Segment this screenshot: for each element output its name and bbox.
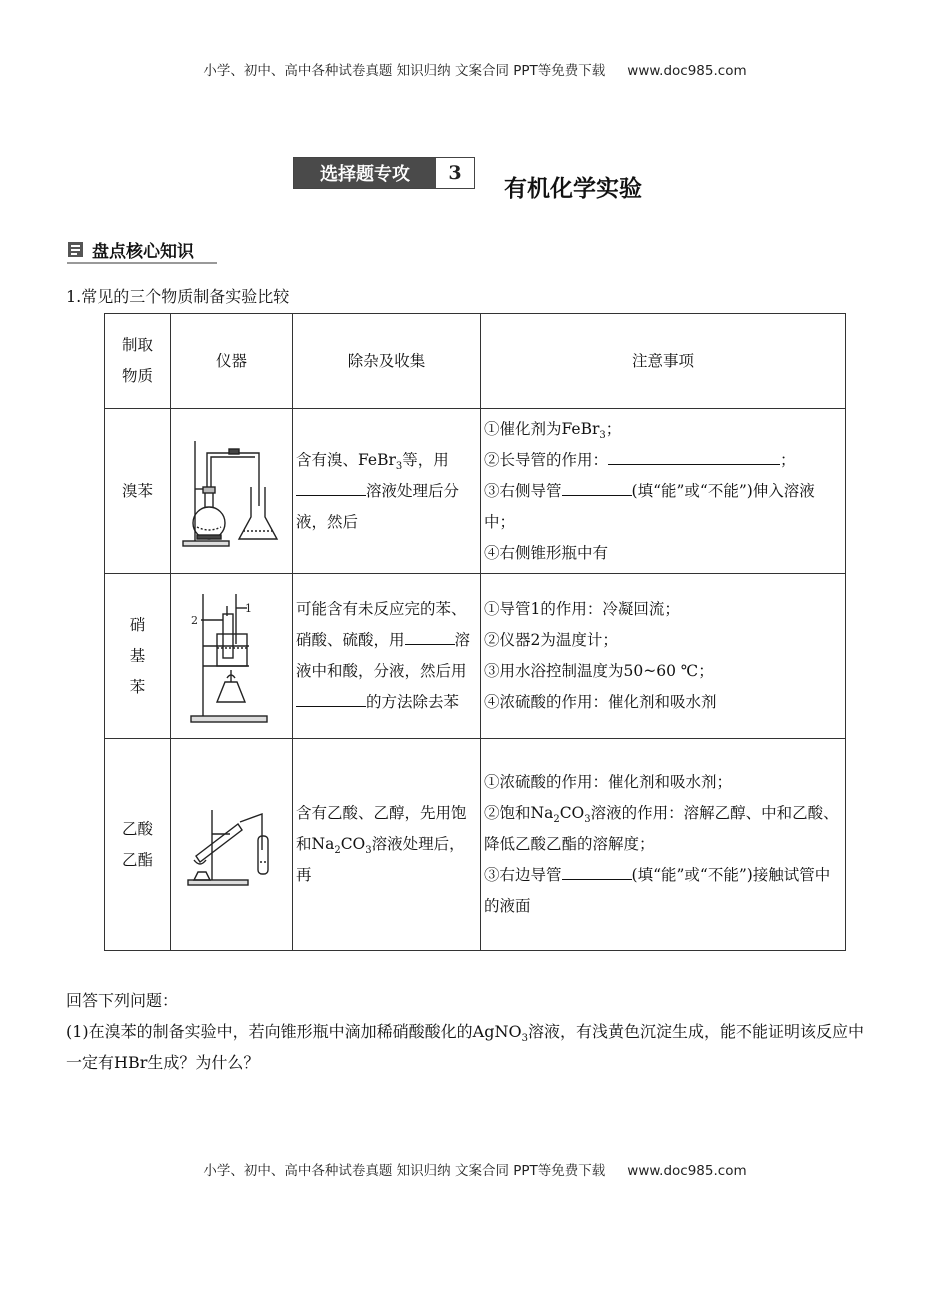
table-row <box>105 409 846 574</box>
row-notes: ①催化剂为FeBr$_3$； ②长导管的作用： ； ③右侧导管 (填“能”或“不能”)伸入溶液中； ④右侧锥形瓶中有 <box>481 409 846 574</box>
row-notes: ①导管1的作用：冷凝回流； ②仪器2为温度计； ③用水浴控制温度为50~60 ℃； ④浓硫酸的作用：催化剂和吸水剂 <box>481 574 846 739</box>
questions-prompt: 回答下列问题： <box>66 991 179 1010</box>
document-icon <box>67 241 84 258</box>
section-number: 3 <box>448 162 462 184</box>
row-apparatus <box>171 739 293 951</box>
table-header-row <box>105 314 846 409</box>
comparison-table <box>104 313 846 951</box>
row-purify: 含有溴、FeBr$_3$等，用 溶液处理后分液，然后 <box>293 409 481 574</box>
row-substance: 硝 基 苯 <box>105 574 171 739</box>
row-notes: ①浓硫酸的作用：催化剂和吸水剂； ②饱和$Na_2CO_3$溶液的作用：溶解乙醇、中和乙酸、降低乙酸乙酯的溶解度； ③右边导管 (填“能”或“不能”)接触试管中的液面 <box>481 739 846 951</box>
header-notes: 注意事项 <box>481 314 846 409</box>
row-substance: 溴苯 <box>105 409 171 574</box>
footer-text: 小学、初中、高中各种试卷真题 知识归纳 文案合同 PPT等免费下载 <box>203 1163 606 1179</box>
header-url[interactable]: www.doc985.com <box>627 63 747 79</box>
answer-blank[interactable] <box>405 643 455 645</box>
page-header <box>0 59 950 79</box>
table-row <box>105 574 846 739</box>
sub-heading <box>67 236 217 264</box>
sub-heading-text: 盘点核心知识 <box>92 241 194 262</box>
row-substance: 乙酸 乙酯 <box>105 739 171 951</box>
answer-blank[interactable] <box>562 494 632 496</box>
header-substance: 制取 物质 <box>105 314 171 409</box>
footer-url[interactable]: www.doc985.com <box>627 1163 747 1179</box>
section-title: 有机化学实验 <box>504 176 642 202</box>
bromobenzene-apparatus-illustration <box>177 431 287 551</box>
row-purify: 可能含有未反应完的苯、硝酸、硫酸，用 溶液中和酸，分液，然后用的方法除去苯 <box>293 574 481 739</box>
answer-blank[interactable] <box>296 494 366 496</box>
questions-section <box>66 985 866 1078</box>
section-label: 选择题专攻 <box>294 158 436 188</box>
apparatus-label-1: 1 <box>244 602 252 615</box>
answer-blank[interactable] <box>296 705 366 707</box>
header-apparatus: 仪器 <box>171 314 293 409</box>
row-apparatus <box>171 409 293 574</box>
header-text: 小学、初中、高中各种试卷真题 知识归纳 文案合同 PPT等免费下载 <box>203 63 606 79</box>
intro-line: 1.常见的三个物质制备实验比较 <box>66 287 290 306</box>
table-row <box>105 739 846 951</box>
answer-blank[interactable] <box>608 463 780 465</box>
header-purify: 除杂及收集 <box>293 314 481 409</box>
ethyl-acetate-apparatus-illustration <box>182 800 282 890</box>
section-banner <box>293 157 475 189</box>
answer-blank[interactable] <box>562 878 632 880</box>
nitrobenzene-apparatus-illustration <box>187 586 277 726</box>
question-1: (1)在溴苯的制备实验中，若向锥形瓶中滴加稀硝酸酸化的AgNO$_3$溶液，有浅黄色沉淀生成，能不能证明该反应中一定有HBr生成？为什么？ <box>66 1022 864 1072</box>
row-apparatus <box>171 574 293 739</box>
row-purify: 含有乙酸、乙醇，先用饱和$Na_2CO_3$溶液处理后，再 <box>293 739 481 951</box>
apparatus-label-2: 2 <box>190 614 198 627</box>
page-footer <box>0 1159 950 1179</box>
